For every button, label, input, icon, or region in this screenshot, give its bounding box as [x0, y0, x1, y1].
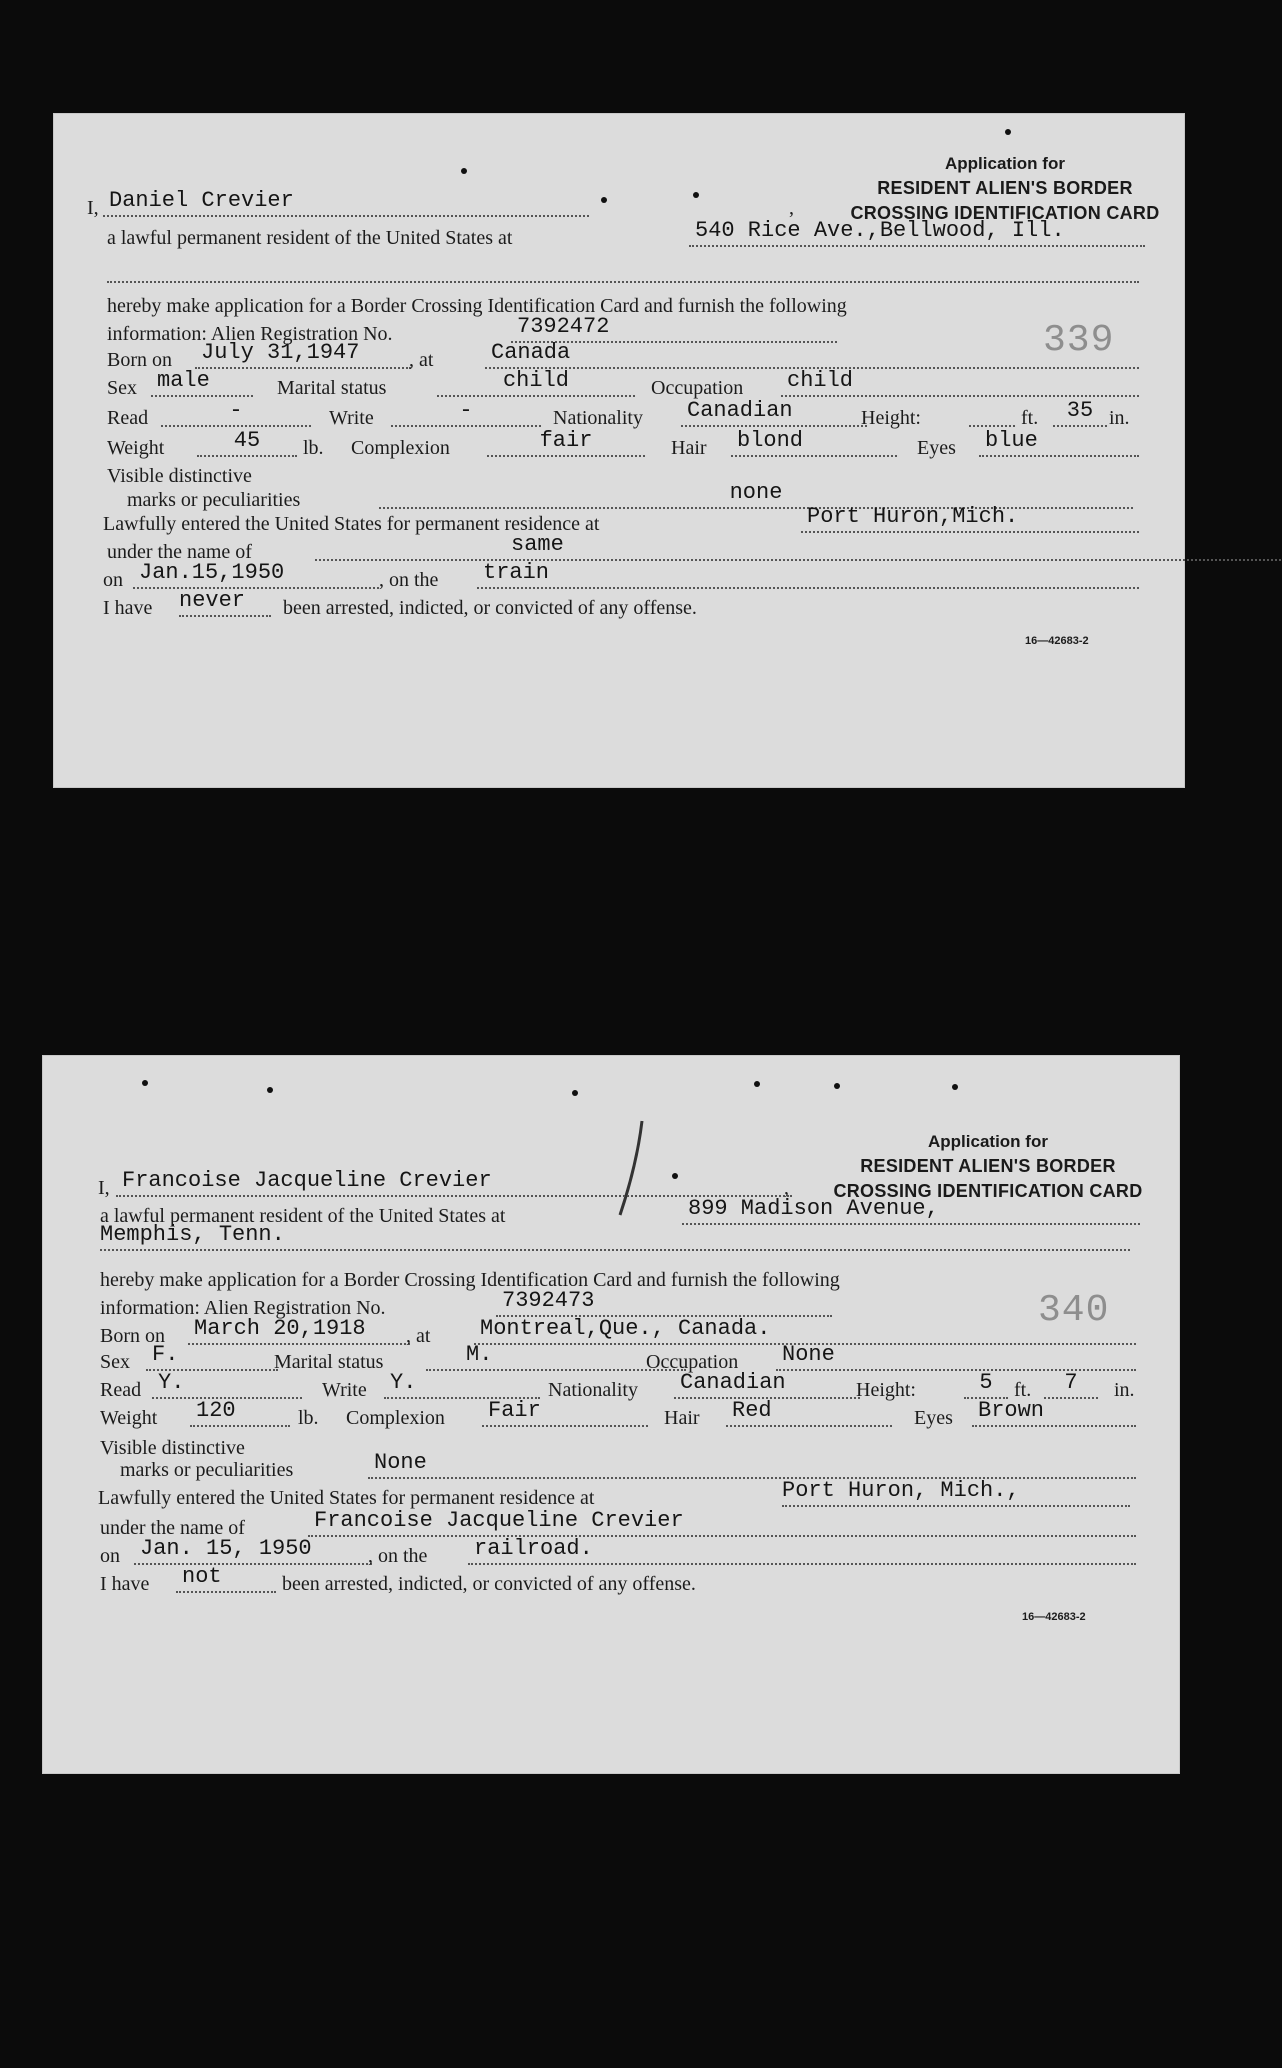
- applicant-name: Francoise Jacqueline Crevier: [116, 1169, 792, 1197]
- label-hereby: hereby make application for a Border Crossing Identification Card and furnish the following: [107, 295, 847, 317]
- eyes: Brown: [972, 1399, 1136, 1427]
- label-i: I,: [98, 1177, 110, 1199]
- port-of-entry: Port Huron, Mich.,: [782, 1479, 1130, 1507]
- header-line-2: RESIDENT ALIEN'S BORDER: [877, 178, 1133, 198]
- registration-number: 7392473: [496, 1289, 832, 1317]
- card-number: 339: [1043, 319, 1115, 362]
- label-weight: Weight: [100, 1407, 158, 1429]
- hair: blond: [731, 429, 897, 457]
- label-arrested: been arrested, indicted, or convicted of any offense.: [283, 597, 697, 619]
- address: 899 Madison Avenue,: [682, 1197, 1140, 1225]
- marital-status: M.: [426, 1343, 686, 1371]
- label-height: Height:: [861, 407, 921, 429]
- row-name: [53, 191, 1185, 221]
- ink-speck: [834, 1083, 840, 1089]
- label-complexion: Complexion: [351, 437, 450, 459]
- row-arrested: [53, 591, 1185, 621]
- nationality: Canadian: [674, 1371, 860, 1399]
- row-address-2: [53, 257, 1185, 287]
- label-hair: Hair: [671, 437, 707, 459]
- height-in: 7: [1044, 1371, 1098, 1399]
- label-write: Write: [322, 1379, 367, 1401]
- label-on: on: [100, 1545, 120, 1567]
- label-under: under the name of: [100, 1517, 245, 1539]
- address-line-2: [107, 255, 1139, 283]
- row-weight: [53, 431, 1185, 461]
- arrested-status: not: [176, 1565, 276, 1593]
- label-ft: ft.: [1014, 1379, 1032, 1401]
- complexion: fair: [487, 429, 645, 457]
- nationality: Canadian: [681, 399, 867, 427]
- label-have: I have: [103, 597, 153, 619]
- marks: none: [379, 481, 1133, 509]
- birth-place: Canada: [485, 341, 1139, 369]
- header-line-3: CROSSING IDENTIFICATION CARD: [850, 203, 1160, 223]
- label-born: Born on: [107, 349, 172, 371]
- entry-date: Jan. 15, 1950: [134, 1537, 372, 1565]
- marital-status: child: [437, 369, 635, 397]
- ink-speck: [461, 168, 467, 174]
- label-on-the: , on the: [368, 1545, 428, 1567]
- label-weight: Weight: [107, 437, 165, 459]
- label-in: in.: [1114, 1379, 1135, 1401]
- ink-speck: [754, 1081, 760, 1087]
- label-visible: Visible distinctive: [100, 1437, 245, 1459]
- birth-place: Montreal,Que., Canada.: [474, 1317, 1136, 1345]
- occupation: child: [781, 369, 1139, 397]
- label-at: , at: [409, 349, 434, 371]
- label-read: Read: [107, 407, 149, 429]
- sex: male: [151, 369, 253, 397]
- label-resident: a lawful permanent resident of the United States at: [100, 1205, 506, 1227]
- address-line-2: Memphis, Tenn.: [100, 1223, 1130, 1251]
- header-line-2: RESIDENT ALIEN'S BORDER: [860, 1156, 1116, 1176]
- border-card-2: [42, 1055, 1180, 1774]
- label-registration: information: Alien Registration No.: [107, 323, 393, 345]
- label-in: in.: [1109, 407, 1130, 429]
- label-under: under the name of: [107, 541, 252, 563]
- label-sex: Sex: [107, 377, 137, 399]
- conveyance: railroad.: [468, 1537, 1136, 1565]
- label-eyes: Eyes: [914, 1407, 953, 1429]
- label-occupation: Occupation: [651, 377, 744, 399]
- registration-number: 7392472: [511, 315, 837, 343]
- label-marks: marks or peculiarities: [127, 489, 301, 511]
- label-height: Height:: [856, 1379, 916, 1401]
- read: -: [161, 399, 311, 427]
- marks: None: [368, 1451, 1136, 1479]
- label-eyes: Eyes: [917, 437, 956, 459]
- label-on: on: [103, 569, 123, 591]
- header-line-1: Application for: [928, 1132, 1048, 1151]
- label-lb: lb.: [303, 437, 324, 459]
- label-sex: Sex: [100, 1351, 130, 1373]
- label-arrested: been arrested, indicted, or convicted of any offense.: [282, 1573, 696, 1595]
- birth-date: July 31,1947: [195, 341, 411, 369]
- write: -: [391, 399, 541, 427]
- label-on-the: , on the: [379, 569, 439, 591]
- row-address: [53, 221, 1185, 251]
- label-marital: Marital status: [277, 377, 387, 399]
- read: Y.: [152, 1371, 302, 1399]
- label-complexion: Complexion: [346, 1407, 445, 1429]
- label-lb: lb.: [298, 1407, 319, 1429]
- ink-speck: [572, 1090, 578, 1096]
- write: Y.: [384, 1371, 540, 1399]
- card-number: 340: [1038, 1289, 1110, 1332]
- row-address-2: [42, 1225, 1180, 1255]
- entry-name: same: [315, 533, 1282, 561]
- ink-speck: [142, 1080, 148, 1086]
- applicant-name: Daniel Crevier: [103, 189, 589, 217]
- form-number: 16—42683-2: [1022, 1611, 1086, 1623]
- label-ft: ft.: [1021, 407, 1039, 429]
- label-have: I have: [100, 1573, 150, 1595]
- height-ft: 5: [964, 1371, 1008, 1399]
- birth-date: March 20,1918: [188, 1317, 410, 1345]
- weight: 45: [197, 429, 297, 457]
- label-hair: Hair: [664, 1407, 700, 1429]
- entry-date: Jan.15,1950: [133, 561, 379, 589]
- row-sex: [53, 371, 1185, 401]
- label-entered: Lawfully entered the United States for permanent residence at: [98, 1487, 595, 1509]
- label-entered: Lawfully entered the United States for permanent residence at: [103, 513, 600, 535]
- occupation: None: [776, 1343, 1136, 1371]
- ink-speck: [1005, 129, 1011, 135]
- label-nationality: Nationality: [548, 1379, 638, 1401]
- header-line-1: Application for: [945, 154, 1065, 173]
- hair: Red: [726, 1399, 892, 1427]
- label-i: I,: [87, 197, 99, 219]
- eyes: blue: [979, 429, 1139, 457]
- entry-name: Francoise Jacqueline Crevier: [308, 1509, 1136, 1537]
- row-entered: [42, 1481, 1180, 1511]
- port-of-entry: Port Huron,Mich.: [801, 505, 1139, 533]
- row-weight: [42, 1401, 1180, 1431]
- label-born: Born on: [100, 1325, 165, 1347]
- form-number: 16—42683-2: [1025, 635, 1089, 647]
- complexion: Fair: [482, 1399, 648, 1427]
- label-nationality: Nationality: [553, 407, 643, 429]
- label-read: Read: [100, 1379, 142, 1401]
- label-comma: ,: [789, 197, 794, 219]
- header-line-3: CROSSING IDENTIFICATION CARD: [833, 1181, 1143, 1201]
- label-comma: ,: [784, 1177, 789, 1199]
- label-resident: a lawful permanent resident of the United States at: [107, 227, 513, 249]
- arrested-status: never: [179, 589, 271, 617]
- sex: F.: [146, 1343, 278, 1371]
- row-read: [53, 401, 1185, 431]
- label-marks: marks or peculiarities: [120, 1459, 294, 1481]
- label-marital: Marital status: [274, 1351, 384, 1373]
- ink-speck: [267, 1087, 273, 1093]
- height-in: 35: [1053, 399, 1107, 427]
- address: 540 Rice Ave.,Bellwood, Ill.: [689, 219, 1145, 247]
- label-visible: Visible distinctive: [107, 465, 252, 487]
- row-arrested: [42, 1567, 1180, 1597]
- ink-speck: [952, 1084, 958, 1090]
- weight: 120: [190, 1399, 290, 1427]
- label-occupation: Occupation: [646, 1351, 739, 1373]
- border-card-1: [53, 113, 1185, 788]
- conveyance: train: [477, 561, 1139, 589]
- label-registration: information: Alien Registration No.: [100, 1297, 386, 1319]
- label-at: , at: [406, 1325, 431, 1347]
- height-ft: [969, 399, 1015, 427]
- label-write: Write: [329, 407, 374, 429]
- label-hereby: hereby make application for a Border Crossing Identification Card and furnish the following: [100, 1269, 840, 1291]
